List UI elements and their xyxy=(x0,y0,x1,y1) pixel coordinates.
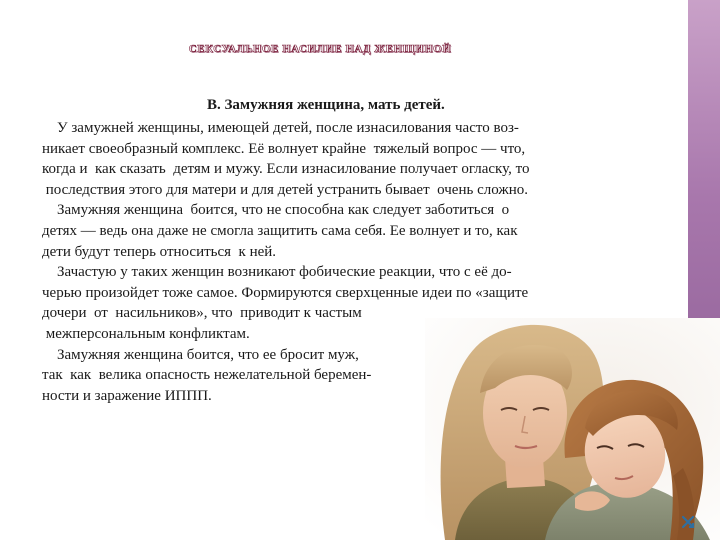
text-line: дети будут теперь относиться к ней. xyxy=(42,243,277,260)
slide-title: СЕКСУАЛЬНОЕ НАСИЛИЕ НАД ЖЕНЩИНОЙ xyxy=(188,43,452,55)
text-line: когда и как сказать детям и мужу. Если изнасилование получает огласку, то xyxy=(42,161,530,178)
text-line: последствия этого для матери и для детей устранить бывает очень сложно. xyxy=(42,181,528,198)
text-line: никает своеобразный комплекс. Её волнует крайне тяжелый вопрос — что, xyxy=(42,140,526,157)
text-line: детях — ведь она даже не смогла защитить сама себя. Ее волнует и то, как xyxy=(42,222,518,239)
text-line: так как велика опасность нежелательной беремен- xyxy=(42,367,372,384)
text-line: черью произойдет тоже самое. Формируются сверхценные идеи по «защите xyxy=(42,284,529,301)
text-line: межперсональным конфликтам. xyxy=(42,325,250,342)
text-line: дочери от насильников», что приводит к частым xyxy=(42,305,362,322)
nav-arrow-icon[interactable] xyxy=(680,514,696,530)
text-line: ности и заражение ИППП. xyxy=(42,387,212,404)
decorative-side-bar xyxy=(688,0,720,330)
text-line: Замужняя женщина боится, что ее бросит муж, xyxy=(42,346,359,363)
text-line: У замужней женщины, имеющей детей, после изнасилования часто воз- xyxy=(42,120,519,136)
photo-mother-daughter xyxy=(425,318,720,540)
section-heading: В. Замужняя женщина, мать детей. xyxy=(207,97,445,113)
text-line: Зачастую у таких женщин возникают фобические реакции, что с её до- xyxy=(42,264,512,281)
text-line: Замужняя женщина боится, что не способна как следует заботиться о xyxy=(42,202,510,219)
